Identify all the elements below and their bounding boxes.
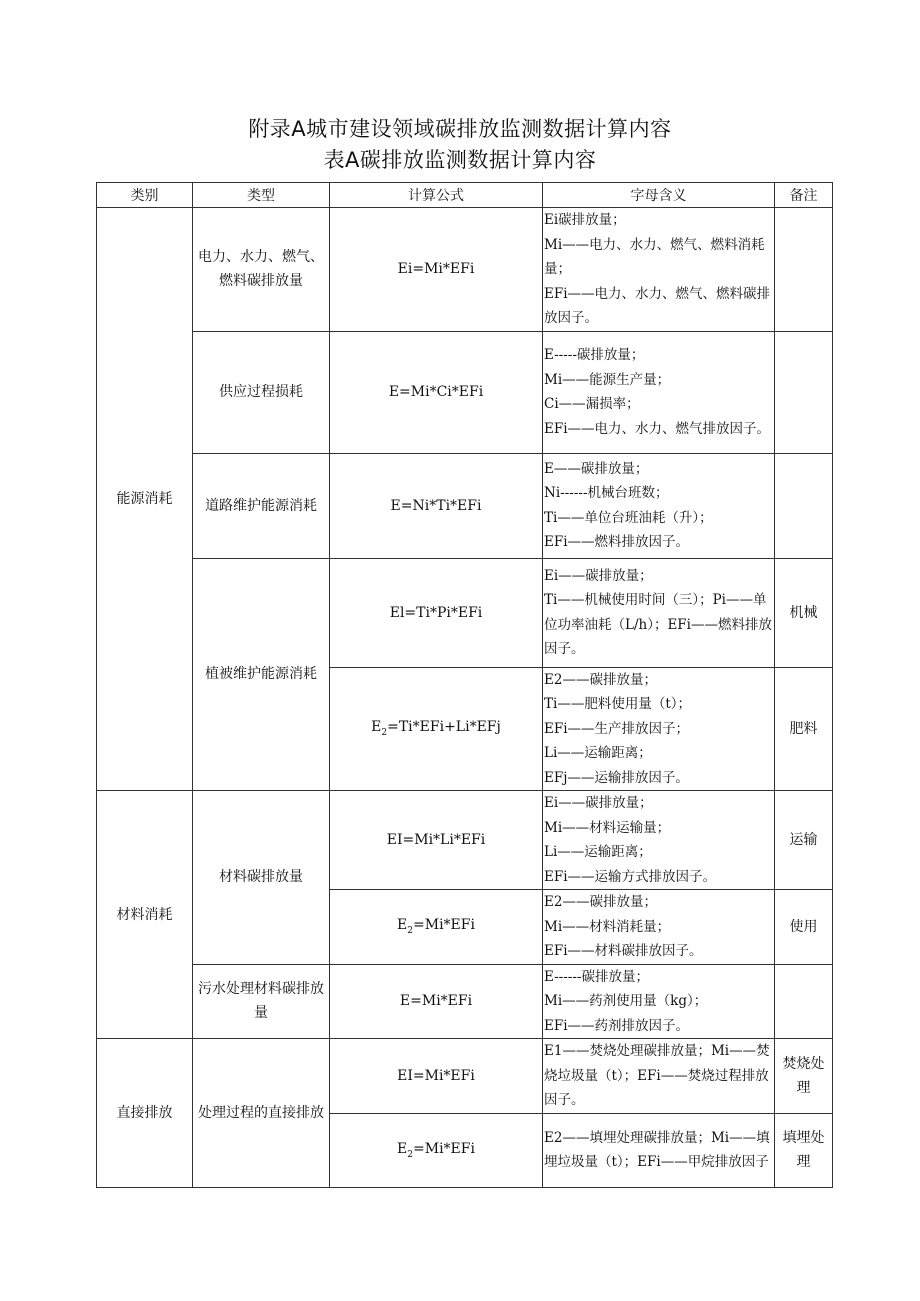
formula-cell: El=Ti*Pi*EFi — [330, 558, 543, 667]
formula-suffix: =Mi*EFi — [413, 917, 475, 934]
definition-cell — [543, 1039, 775, 1114]
definition-line: Ti——肥料使用量（t）； — [544, 696, 691, 712]
note-cell: 焚烧处理 — [775, 1039, 833, 1114]
definition-line: Ei——碳排放量； — [544, 567, 653, 584]
formula-subscript: 2 — [381, 728, 388, 739]
table-row — [97, 453, 833, 558]
note-cell — [775, 453, 833, 558]
definition-line: Li——运输距离； — [544, 844, 652, 860]
type-cell: 道路维护能源消耗 — [193, 453, 330, 558]
definition-cell — [543, 964, 775, 1039]
definition-line: Ei——碳排放量； — [544, 795, 653, 811]
definition-cell — [543, 890, 775, 965]
definition-line: Mi——电力、水力、燃气、燃料消耗量； — [544, 236, 765, 277]
type-cell: 电力、水力、燃气、燃料碳排放量 — [193, 208, 330, 332]
type-cell: 植被维护能源消耗 — [193, 558, 330, 791]
definition-line: EFi——燃料排放因子。 — [544, 534, 690, 550]
formula-prefix: E — [397, 917, 408, 934]
definition-line: Ni------机械台班数； — [544, 485, 669, 501]
definition-line: Ei碳排放量； — [544, 212, 626, 228]
definition-line: E------碳排放量； — [544, 968, 649, 985]
document-title: 附录A城市建设领域碳排放监测数据计算内容 — [248, 117, 672, 141]
note-cell: 肥料 — [775, 667, 833, 791]
formula-suffix: =Mi*EFi — [413, 1140, 475, 1157]
definition-line: Mi——材料消耗量； — [544, 918, 671, 935]
definition-line: EFi——电力、水力、燃气排放因子。 — [544, 420, 771, 437]
table-row — [97, 208, 833, 332]
definition-cell — [543, 331, 775, 453]
note-cell: 使用 — [775, 890, 833, 965]
definition-line: Mi——药剂使用量（kg）； — [544, 993, 708, 1009]
calculation-table — [96, 182, 833, 1188]
definition-line: E2——碳排放量； — [544, 671, 657, 688]
table-row — [97, 1039, 833, 1114]
definition-line: EFi——药剂排放因子。 — [544, 1017, 690, 1034]
formula-cell: E=Mi*Ci*EFi — [330, 331, 543, 453]
formula-cell: E=Ni*Ti*EFi — [330, 453, 543, 558]
definition-cell — [543, 1113, 775, 1187]
table-row — [97, 331, 833, 453]
definition-line: EFi——电力、水力、燃气、燃料碳排放因子。 — [544, 285, 771, 326]
note-cell — [775, 331, 833, 453]
header-row — [97, 183, 833, 208]
formula-cell: EI=Mi*Li*EFi — [330, 791, 543, 890]
definition-line: E1——焚烧处理碳排放量；Mi——焚烧垃圾量（t）；EFi——焚烧过程排放因子。 — [544, 1043, 770, 1108]
type-cell: 供应过程损耗 — [193, 331, 330, 453]
note-cell — [775, 208, 833, 332]
definition-cell — [543, 208, 775, 332]
definition-line: E2——碳排放量； — [544, 894, 657, 910]
formula-subscript: 2 — [407, 1149, 413, 1160]
category-material: 材料消耗 — [97, 791, 193, 1039]
note-cell: 机械 — [775, 558, 833, 667]
type-cell: 污水处理材料碳排放量 — [193, 964, 330, 1039]
header-meaning: 字母含义 — [543, 183, 775, 208]
type-cell: 处理过程的直接排放 — [193, 1039, 330, 1188]
note-cell: 运输 — [775, 791, 833, 890]
formula-cell: Ei=Mi*EFi — [330, 208, 543, 332]
table-row — [97, 964, 833, 1039]
formula-prefix: E — [397, 1140, 408, 1157]
definition-line: Li——运输距离； — [544, 745, 652, 761]
header-category: 类别 — [97, 183, 193, 208]
definition-line: E2——填埋处理碳排放量；Mi——填埋垃圾量（t）；EFi——甲烷排放因子 — [544, 1129, 770, 1170]
definition-cell — [543, 453, 775, 558]
category-direct: 直接排放 — [97, 1039, 193, 1188]
definition-cell — [543, 667, 775, 791]
formula-cell — [330, 1113, 543, 1187]
formula-suffix: =Ti*EFi+Li*EFj — [387, 719, 501, 736]
definition-line: EFi——生产排放因子； — [544, 720, 690, 737]
definition-line: EFi——材料碳排放因子。 — [544, 943, 703, 959]
formula-cell: EI=Mi*EFi — [330, 1039, 543, 1114]
note-cell: 填埋处理 — [775, 1113, 833, 1187]
formula-prefix: E — [371, 719, 382, 736]
definition-cell — [543, 558, 775, 667]
table-title: 表A碳排放监测数据计算内容 — [323, 148, 597, 172]
header-note: 备注 — [775, 183, 833, 208]
formula-cell — [330, 890, 543, 965]
definition-line: Mi——材料运输量； — [544, 819, 671, 836]
definition-line: Ti——机械使用时间（三）；Pi——单位功率油耗（L/h）；EFi——燃料排放因子。 — [544, 592, 772, 657]
formula-subscript: 2 — [407, 926, 413, 937]
definition-line: Mi——能源生产量； — [544, 371, 671, 388]
definition-line: Ti——单位台班油耗（升）； — [544, 509, 713, 526]
formula-cell — [330, 667, 543, 791]
note-cell — [775, 964, 833, 1039]
type-cell: 材料碳排放量 — [193, 791, 330, 965]
definition-line: E——碳排放量； — [544, 460, 649, 477]
definition-cell — [543, 791, 775, 890]
definition-line: E-----碳排放量； — [544, 347, 645, 363]
category-energy: 能源消耗 — [97, 208, 193, 791]
table-row — [97, 558, 833, 667]
header-type: 类型 — [193, 183, 330, 208]
definition-line: EFj——运输排放因子。 — [544, 769, 689, 786]
definition-line: EFi——运输方式排放因子。 — [544, 868, 717, 885]
definition-line: Ci——漏损率； — [544, 396, 640, 412]
table-row — [97, 791, 833, 890]
header-formula: 计算公式 — [330, 183, 543, 208]
formula-cell: E=Mi*EFi — [330, 964, 543, 1039]
